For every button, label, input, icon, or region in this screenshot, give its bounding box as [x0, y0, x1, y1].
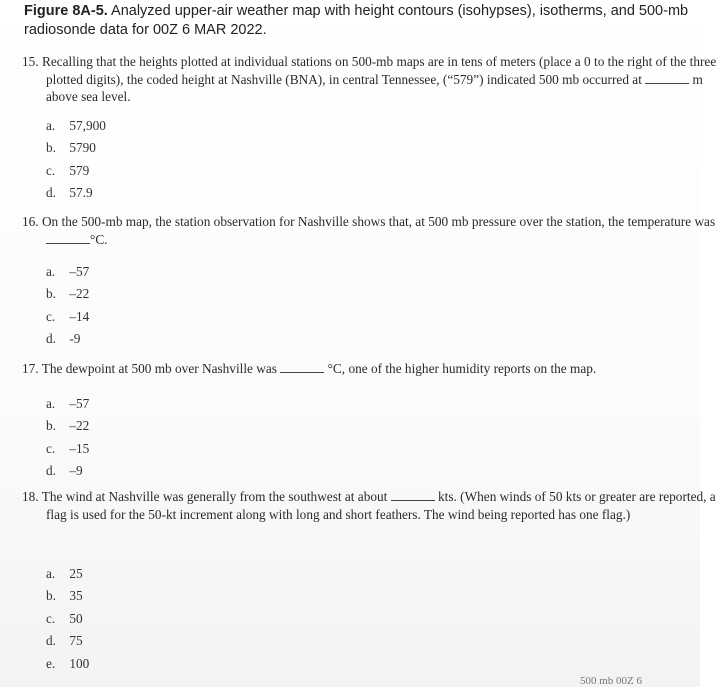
- option-letter: d.: [46, 633, 56, 649]
- option-text: –57: [69, 396, 90, 411]
- question-16: [22, 213, 718, 248]
- figure-caption: [24, 2, 689, 40]
- option-letter: a.: [46, 566, 56, 581]
- figure-label: Figure 8A-5.: [24, 3, 108, 19]
- option-text: 100: [69, 655, 90, 671]
- option-letter: d.: [46, 331, 56, 347]
- option-b[interactable]: [46, 585, 89, 607]
- question-text: Recalling that the heights plotted at individual stations on 500-mb maps are in tens of meters (place a 0 to the right of the three plotted digits), the coded height at Nashville (BNA), in central Tennessee, (“579”) indicated 500 mb occurred at: [41, 54, 717, 87]
- question-text: On the 500-mb map, the station observation for Nashville shows that, at 500 mb pressure over the station, the temperature was: [41, 214, 716, 229]
- option-text: -9: [69, 331, 81, 347]
- option-b[interactable]: [46, 283, 89, 305]
- question-text: The wind at Nashville was generally from the southwest at about: [41, 489, 388, 504]
- question-text-after: °C.: [90, 231, 108, 247]
- answer-blank: [280, 361, 324, 373]
- figure-caption-text: Analyzed upper-air weather map with height contours (isohypses), isotherms, and 500-mb radiosonde data for 00Z 6 MAR 2022.: [24, 3, 689, 38]
- option-text: 57,900: [69, 118, 106, 133]
- option-text: –57: [69, 264, 90, 279]
- option-letter: c.: [46, 162, 56, 178]
- option-text: 579: [69, 162, 90, 178]
- option-letter: e.: [46, 655, 56, 671]
- question-number: 18.: [22, 489, 39, 504]
- option-e[interactable]: [46, 653, 89, 675]
- option-d[interactable]: [46, 328, 89, 350]
- question-17-options: [46, 393, 89, 483]
- option-c[interactable]: [46, 160, 106, 182]
- option-text: 35: [69, 588, 83, 604]
- answer-blank: [46, 232, 90, 244]
- answer-blank: [645, 72, 689, 84]
- option-c[interactable]: [46, 438, 89, 460]
- question-number: 16.: [22, 214, 39, 229]
- option-letter: a.: [46, 264, 56, 279]
- question-18-options: [46, 563, 89, 675]
- option-a[interactable]: [46, 563, 89, 585]
- question-number: 15.: [22, 54, 39, 69]
- option-text: 25: [69, 566, 83, 581]
- question-text: The dewpoint at 500 mb over Nashville was: [41, 361, 277, 376]
- option-letter: b.: [46, 286, 56, 302]
- option-text: –9: [69, 463, 83, 479]
- option-text: 75: [69, 633, 83, 649]
- option-letter: d.: [46, 463, 56, 479]
- question-text-after: m above sea level.: [46, 71, 703, 104]
- question-15-options: [46, 115, 106, 205]
- page-footer-fragment: 500 mb 00Z 6: [580, 675, 643, 687]
- option-d[interactable]: [46, 182, 106, 204]
- answer-blank: [391, 489, 435, 501]
- question-text-after: °C, one of the higher humidity reports on the map.: [327, 361, 597, 376]
- option-d[interactable]: [46, 630, 89, 652]
- option-c[interactable]: [46, 306, 89, 328]
- option-text: –14: [69, 308, 90, 324]
- option-b[interactable]: [46, 415, 89, 437]
- option-text: –22: [69, 286, 90, 302]
- option-letter: d.: [46, 185, 56, 201]
- question-16-options: [46, 261, 89, 351]
- question-text-after: kts. (When winds of 50 kts or greater are reported, a flag is used for the 50-kt increment along with long and short feathers. The wind being reported has one flag.): [46, 489, 716, 522]
- option-text: 5790: [69, 140, 96, 156]
- question-number: 17.: [22, 361, 39, 376]
- option-letter: b.: [46, 588, 56, 604]
- option-a[interactable]: [46, 261, 89, 283]
- option-letter: a.: [46, 118, 56, 133]
- question-18: [22, 488, 718, 523]
- option-letter: a.: [46, 396, 56, 411]
- option-d[interactable]: [46, 460, 89, 482]
- option-letter: c.: [46, 610, 56, 626]
- option-c[interactable]: [46, 608, 89, 630]
- option-b[interactable]: [46, 137, 106, 159]
- option-a[interactable]: [46, 115, 106, 137]
- option-a[interactable]: [46, 393, 89, 415]
- option-text: 57.9: [69, 185, 93, 201]
- option-text: 50: [69, 610, 83, 626]
- option-letter: b.: [46, 140, 56, 156]
- question-15: [22, 53, 718, 106]
- question-17: [22, 360, 718, 378]
- option-letter: c.: [46, 440, 56, 456]
- option-letter: c.: [46, 308, 56, 324]
- option-text: –22: [69, 418, 90, 434]
- option-letter: b.: [46, 418, 56, 434]
- option-text: –15: [69, 440, 90, 456]
